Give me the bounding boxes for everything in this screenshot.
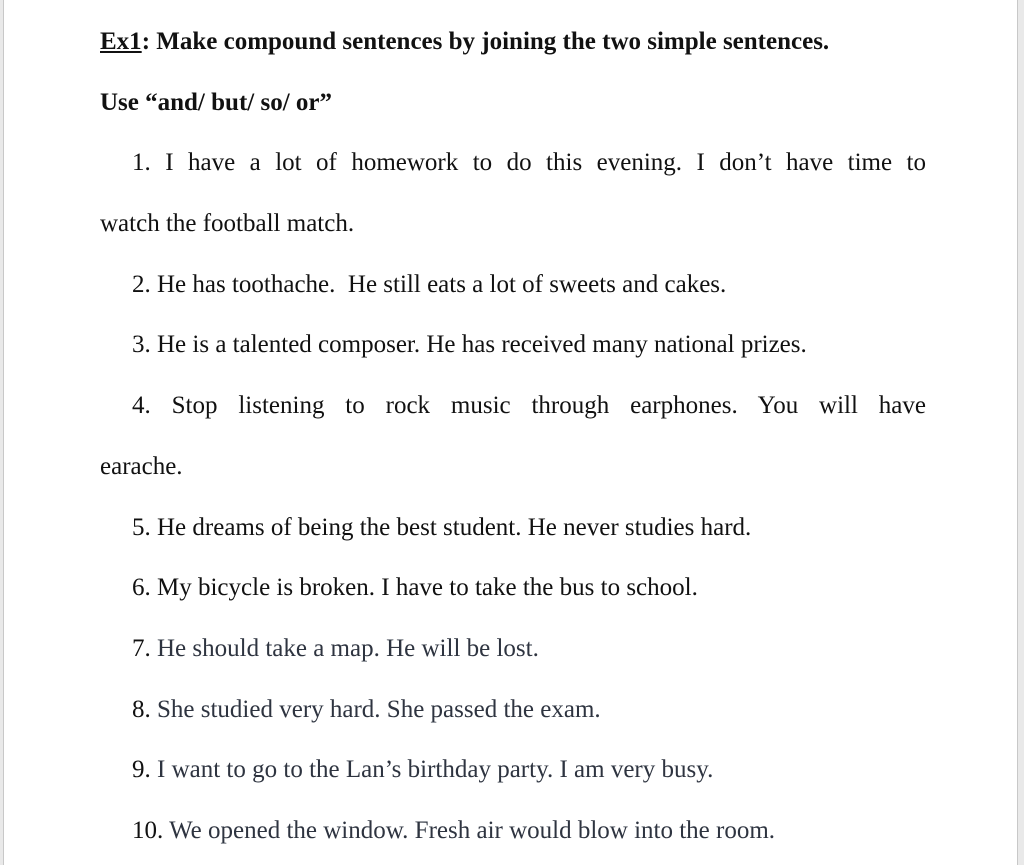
- item-text: He dreams of being the best student. He never studies hard.: [157, 513, 752, 541]
- item-text: My bicycle is broken. I have to take the bus to school.: [157, 574, 698, 602]
- item-text: Stop listening to rock music through earphones. You will have: [171, 392, 927, 420]
- list-item-6: [100, 558, 926, 619]
- list-item-3: [100, 315, 926, 376]
- item-number: 8.: [132, 695, 151, 723]
- item-number: 1.: [132, 149, 151, 177]
- list-item-9: [100, 740, 926, 801]
- item-number: 6.: [132, 574, 151, 602]
- exercise-instruction: : Make compound sentences by joining the two simple sentences.: [141, 28, 830, 55]
- list-item-8: [100, 680, 926, 741]
- item-number: 2.: [132, 270, 151, 298]
- list-item-2: [100, 255, 926, 316]
- document-body: [100, 12, 926, 862]
- exercise-heading: [100, 12, 926, 73]
- list-item-5: [100, 498, 926, 559]
- item-number: 5.: [132, 513, 151, 541]
- list-item-4: [100, 376, 926, 437]
- list-item-4-continuation: earache.: [100, 452, 183, 480]
- item-text: I want to go to the Lan’s birthday party. I am very busy.: [157, 756, 714, 784]
- list-item-1: [100, 133, 926, 194]
- list-item-7: [100, 619, 926, 680]
- item-number: 4.: [132, 392, 151, 420]
- list-item-1-continuation: watch the football match.: [100, 210, 355, 238]
- exercise-label: Ex1: [100, 28, 142, 55]
- item-text: He should take a map. He will be lost.: [157, 634, 539, 662]
- item-text: He is a talented composer. He has received many national prizes.: [157, 331, 807, 359]
- item-text: We opened the window. Fresh air would blow into the room.: [169, 816, 776, 844]
- exercise-use-line: Use “and/ but/ so/ or”: [100, 88, 332, 116]
- item-number: 3.: [132, 331, 151, 359]
- item-text: She studied very hard. She passed the exam.: [157, 695, 601, 723]
- item-text: He has toothache. He still eats a lot of sweets and cakes.: [157, 270, 727, 298]
- item-number: 9.: [132, 756, 151, 784]
- list-item-10: [100, 801, 926, 862]
- item-number: 10.: [132, 816, 164, 844]
- item-text: I have a lot of homework to do this evening. I don’t have time to: [165, 149, 926, 177]
- item-number: 7.: [132, 634, 151, 662]
- document-page: [3, 0, 1018, 865]
